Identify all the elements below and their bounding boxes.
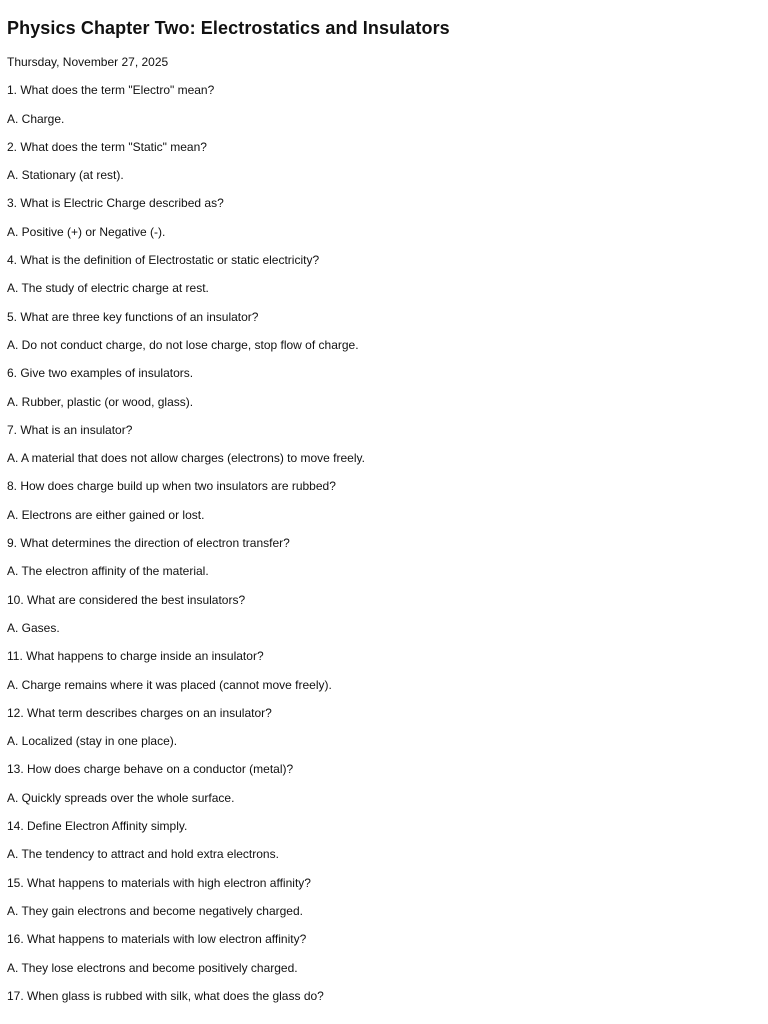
question-line: 17. When glass is rubbed with silk, what does the glass do? — [7, 988, 324, 1003]
answer-line: A. The tendency to attract and hold extra electrons. — [7, 847, 279, 862]
question-line: 13. How does charge behave on a conductor (metal)? — [7, 762, 294, 777]
answer-line: A. A material that does not allow charges (electrons) to move freely. — [7, 451, 365, 466]
question-line: 7. What is an insulator? — [7, 422, 133, 437]
question-line: 10. What are considered the best insulators? — [7, 592, 246, 607]
question-line: 8. How does charge build up when two insulators are rubbed? — [7, 479, 336, 494]
question-line: 1. What does the term "Electro" mean? — [7, 83, 215, 98]
answer-line: A. Quickly spreads over the whole surface. — [7, 790, 235, 805]
answer-line: A. Gases. — [7, 620, 60, 635]
question-line: 14. Define Electron Affinity simply. — [7, 819, 188, 834]
question-line: 9. What determines the direction of electron transfer? — [7, 536, 290, 551]
answer-line: A. Electrons are either gained or lost. — [7, 507, 205, 522]
question-line: 4. What is the definition of Electrostatic or static electricity? — [7, 253, 320, 268]
answer-line: A. Rubber, plastic (or wood, glass). — [7, 394, 194, 409]
answer-line: A. The electron affinity of the material. — [7, 564, 209, 579]
answer-line: A. They lose electrons and become positively charged. — [7, 960, 298, 975]
question-line: 6. Give two examples of insulators. — [7, 366, 194, 381]
answer-line: A. They gain electrons and become negatively charged. — [7, 903, 303, 918]
answer-line: A. Do not conduct charge, do not lose charge, stop flow of charge. — [7, 337, 359, 352]
answer-line: A. Charge. — [7, 111, 65, 126]
question-line: 11. What happens to charge inside an insulator? — [7, 649, 264, 664]
answer-line: A. The study of electric charge at rest. — [7, 281, 209, 296]
question-line: 15. What happens to materials with high electron affinity? — [7, 875, 311, 890]
question-answer-list — [7, 82, 761, 1004]
page-title: Physics Chapter Two: Electrostatics and Insulators — [7, 18, 450, 38]
answer-line: A. Positive (+) or Negative (-). — [7, 224, 166, 239]
answer-line: A. Charge remains where it was placed (cannot move freely). — [7, 677, 332, 692]
answer-line: A. Stationary (at rest). — [7, 168, 124, 183]
question-line: 16. What happens to materials with low electron affinity? — [7, 932, 307, 947]
question-line: 2. What does the term "Static" mean? — [7, 139, 207, 154]
question-line: 5. What are three key functions of an insulator? — [7, 309, 259, 324]
question-line: 12. What term describes charges on an insulator? — [7, 705, 272, 720]
answer-line: A. Localized (stay in one place). — [7, 734, 178, 749]
document-date: Thursday, November 27, 2025 — [7, 55, 169, 69]
question-line: 3. What is Electric Charge described as? — [7, 196, 224, 211]
